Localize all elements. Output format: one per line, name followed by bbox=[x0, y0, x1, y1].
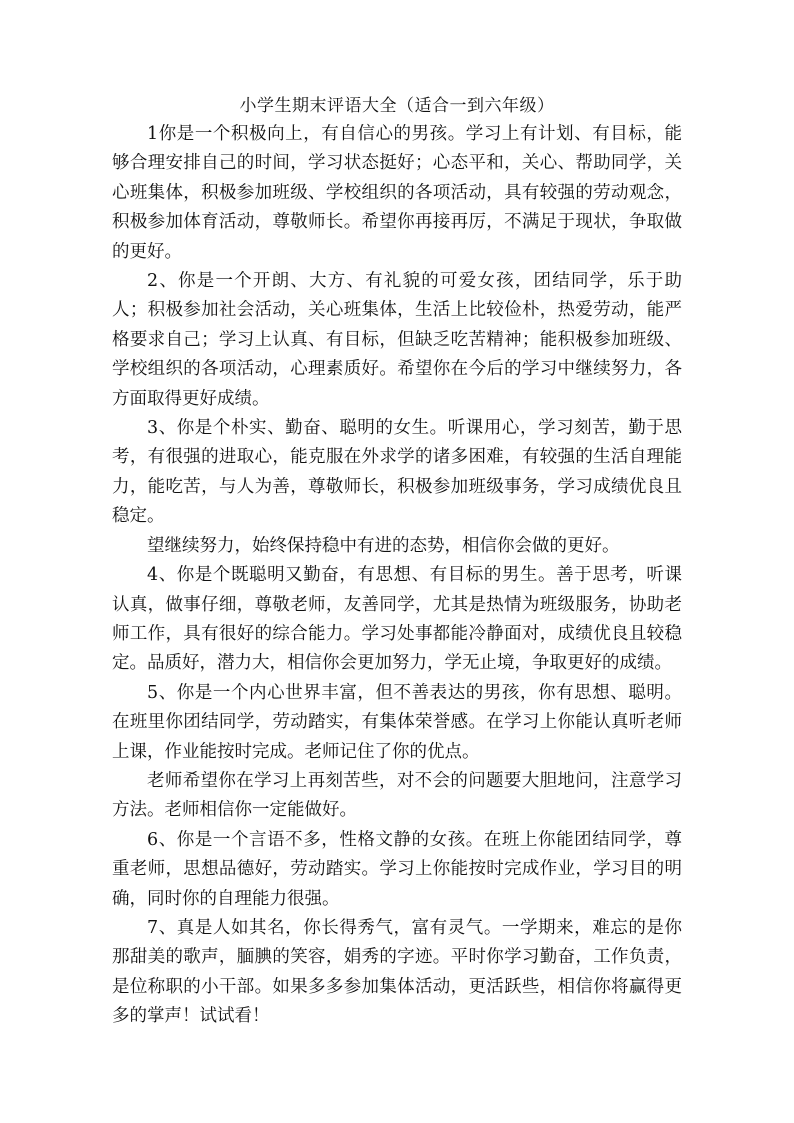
comment-paragraph-1: 1你是一个积极向上，有自信心的男孩。学习上有计划、有目标，能够合理安排自己的时间，学习状态挺好；心态平和，关心、帮助同学，关心班集体，积极参加班级、学校组织的各项活动，具有较强的劳动观念，积极参加体育活动，尊敬师长。希望你再接再厉，不满足于现状，争取做的更好。 bbox=[112, 124, 682, 262]
document-page bbox=[112, 92, 682, 1032]
comment-paragraph-5: 5、你是一个内心世界丰富，但不善表达的男孩，你有思想、聪明。在班里你团结同学，劳动踏实，有集体荣誉感。在学习上你能认真听老师上课，作业能按时完成。老师记住了你的优点。 bbox=[112, 682, 682, 762]
document-title: 小学生期末评语大全（适合一到六年级） bbox=[239, 96, 555, 116]
comment-paragraph-6: 6、你是一个言语不多，性格文静的女孩。在班上你能团结同学，尊重老师，思想品德好，劳动踏实。学习上你能按时完成作业，学习目的明确，同时你的自理能力很强。 bbox=[112, 829, 682, 909]
comment-paragraph-3: 3、你是个朴实、勤奋、聪明的女生。听课用心，学习刻苦，勤于思考，有很强的进取心，能克服在外求学的诸多困难，有较强的生活自理能力，能吃苦，与人为善，尊敬师长，积极参加班级事务，学习成绩优良且稳定。 bbox=[112, 418, 682, 527]
comment-paragraph-4: 4、你是个既聪明又勤奋，有思想、有目标的男生。善于思考，听课认真，做事仔细，尊敬老师，友善同学，尤其是热情为班级服务，协助老师工作，具有很好的综合能力。学习处事都能冷静面对，成绩优良且较稳定。品质好，潜力大，相信你会更加努力，学无止境，争取更好的成绩。 bbox=[112, 565, 682, 674]
comment-paragraph-7: 7、真是人如其名，你长得秀气，富有灵气。一学期来，难忘的是你那甜美的歌声，腼腆的笑容，娟秀的字迹。平时你学习勤奋，工作负责，是位称职的小干部。如果多多参加集体活动，更活跃些，相信你将赢得更多的掌声！试试看！ bbox=[112, 917, 682, 1027]
comment-paragraph-3-continued: 望继续努力，始终保持稳中有进的态势，相信你会做的更好。 bbox=[147, 535, 620, 556]
comment-paragraph-2: 2、你是一个开朗、大方、有礼貌的可爱女孩，团结同学，乐于助人；积极参加社会活动，关心班集体，生活上比较俭朴，热爱劳动，能严格要求自己；学习上认真、有目标，但缺乏吃苦精神；能积极参加班级、学校组织的各项活动，心理素质好。希望你在今后的学习中继续努力，各方面取得更好成绩。 bbox=[112, 271, 682, 409]
comment-paragraph-5-continued: 老师希望你在学习上再刻苦些，对不会的问题要大胆地问，注意学习方法。老师相信你一定能做好。 bbox=[112, 770, 682, 821]
